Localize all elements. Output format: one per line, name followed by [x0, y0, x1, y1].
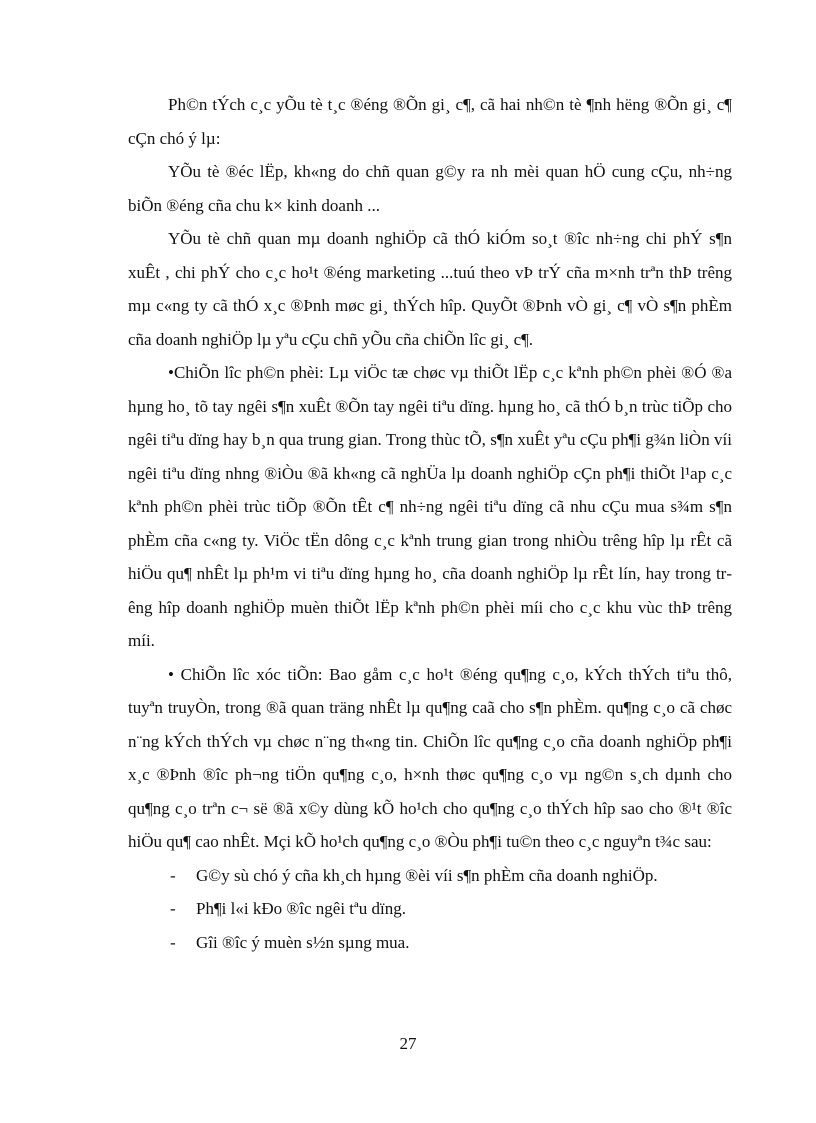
paragraph-independent-factor: YÕu tè ®éc lËp, kh«ng do chñ quan g©y ra nh mèi quan hÖ cung cÇu, nh÷ng biÕn ®éng cña chu k× kinh doanh ... [128, 162, 732, 215]
list-item [128, 892, 732, 926]
list-item-text: Ph¶i l«i kÐo ®îc ngêi tªu dïng. [196, 899, 406, 918]
paragraph-price-factors: Ph©n tÝch c¸c yÕu tè t¸c ®éng ®Õn gi¸ c¶, cã hai nh©n tè ¶nh hëng ®Õn gi¸ c¶ cÇn chó ý lµ: [128, 95, 732, 148]
dash-bullet: - [170, 865, 176, 885]
paragraph-promotion-strategy: • ChiÕn lîc xóc tiÕn: Bao gåm c¸c ho¹t ®éng qu¶ng c¸o, kÝch thÝch tiªu thô, tuyªn truyÒn, trong ®ã quan träng nhÊt lµ qu¶ng caã cho s¶n phÈm. qu¶ng c¸o cã chøc n¨ng kÝch thÝch vµ chøc n¨ng th«ng tin. ChiÕn lîc qu¶ng c¸o cña doanh nghiÖp ph¶i x¸c ®Þnh ®îc ph¬ng tiÖn qu¶ng c¸o, h×nh thøc qu¶ng c¸o vµ ng©n s¸ch dµnh cho qu¶ng c¸o trªn c¬ së ®ã x©y dùng kÕ ho¹ch cho qu¶ng c¸o thÝch hîp sao cho ®¹t ®îc hiÖu qu¶ cao nhÊt. Mçi kÕ ho¹ch qu¶ng c¸o ®Òu ph¶i tu©n theo c¸c nguyªn t¾c sau: [128, 664, 732, 851]
dash-bullet: - [170, 932, 176, 952]
list-item [128, 926, 732, 960]
paragraph-distribution-strategy: •ChiÕn lîc ph©n phèi: Lµ viÖc tæ chøc vµ thiÕt lËp c¸c kªnh ph©n phèi ®Ó ®a hµng ho¸ tõ tay ngêi s¶n xuÊt ®Õn tay ngêi tiªu dïng. hµng ho¸ cã thÓ b¸n trùc tiÕp cho ngêi tiªu dïng hay b¸n qua trung gian. Trong thùc tÕ, s¶n xuÊt yªu cÇu ph¶i g¾n liÒn víi ngêi tiªu dïng nhng ®iÒu ®ã kh«ng cã nghÜa lµ doanh nghiÖp cÇn ph¶i thiÕt l¹ap c¸c kªnh ph©n phèi trùc tiÕp ®Õn tÊt c¶ nh÷ng ngêi tiªu dïng cã nhu cÇu mua s¾m s¶n phÈm cña c«ng ty. ViÖc tËn dông c¸c kªnh trung gian trong nhiÒu trêng hîp lµ rÊt cã hiÖu qu¶ nhÊt lµ ph¹m vi tiªu dïng hµng ho¸ cña doanh nghiÖp lµ rÊt lín, hay trong trêng hîp doanh nghiÖp muèn thiÕt lËp kªnh ph©n phèi míi cho c¸c khu vùc thÞ trêng míi. [128, 363, 732, 650]
paragraph-subjective-factor: YÕu tè chñ quan mµ doanh nghiÖp cã thÓ kiÓm so¸t ®îc nh÷ng chi phÝ s¶n xuÊt , chi phÝ cho c¸c ho¹t ®éng marketing ...tuú theo vÞ trÝ cña m×nh trªn thÞ trêng mµ c«ng ty cã thÓ x¸c ®Þnh møc gi¸ thÝch hîp. QuyÕt ®Þnh vÒ gi¸ c¶ vÒ s¶n phÈm cña doanh nghiÖp lµ yªu cÇu chñ yÕu cña chiÕn lîc gi¸ c¶. [128, 229, 732, 349]
advertising-principles-list [128, 859, 732, 960]
page-number: 27 [399, 1034, 417, 1053]
list-item [128, 859, 732, 893]
list-item-text: Gîi ®îc ý muèn s½n sµng mua. [196, 932, 410, 952]
page-body [128, 88, 732, 959]
list-item-text: G©y sù chó ý cña kh¸ch hµng ®èi víi s¶n phÈm cña doanh nghiÖp. [196, 865, 658, 885]
dash-bullet: - [170, 899, 176, 918]
